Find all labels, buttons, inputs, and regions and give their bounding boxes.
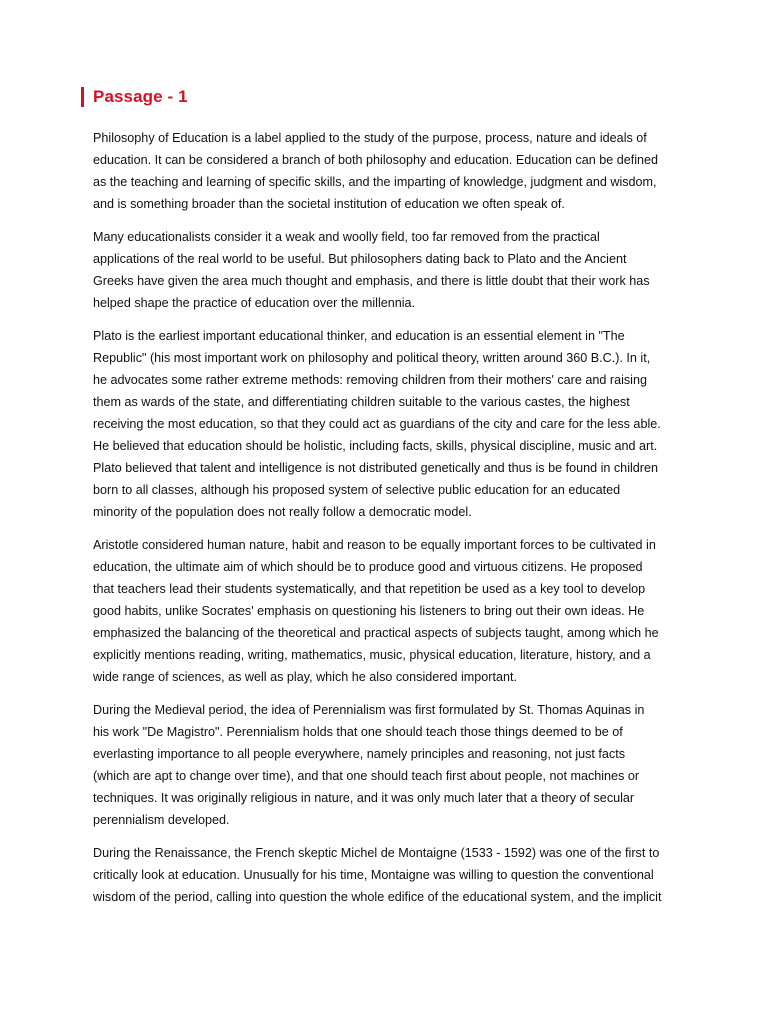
text-line: perennialism developed. — [93, 813, 230, 827]
text-line: that teachers lead their students systematically, and that repetition be used as a key tool to develop — [93, 582, 646, 596]
passage-body — [93, 127, 681, 919]
text-line: he advocates some rather extreme methods: removing children from their mothers' care and raising — [93, 373, 647, 387]
paragraph-5 — [93, 699, 681, 831]
text-line: as the teaching and learning of specific skills, and the imparting of knowledge, judgment and wisdom, — [93, 175, 657, 189]
paragraph-1 — [93, 127, 681, 215]
text-line: Plato believed that talent and intelligence is not distributed genetically and thus is be found in children — [93, 461, 658, 475]
text-line: Greeks have given the area much thought and emphasis, and there is little doubt that their work has — [93, 274, 650, 288]
text-line: everlasting importance to all people everywhere, namely principles and reasoning, not just facts — [93, 747, 626, 761]
text-line: good habits, unlike Socrates' emphasis on questioning his listeners to bring out their own ideas. He — [93, 604, 645, 618]
text-line: During the Medieval period, the idea of Perennialism was first formulated by St. Thomas Aquinas in — [93, 703, 645, 717]
paragraph-6 — [93, 842, 681, 908]
text-line: (which are apt to change over time), and that one should teach first about people, not machines or — [93, 769, 640, 783]
paragraph-2 — [93, 226, 681, 314]
passage-heading — [81, 86, 188, 108]
text-line: Plato is the earliest important educational thinker, and education is an essential element in "The — [93, 329, 625, 343]
text-line: wisdom of the period, calling into question the whole edifice of the educational system, and the implicit — [93, 890, 662, 904]
text-line: Philosophy of Education is a label applied to the study of the purpose, process, nature and ideals of — [93, 131, 647, 145]
paragraph-3 — [93, 325, 681, 523]
text-line: education. It can be considered a branch of both philosophy and education. Education can be defined — [93, 153, 659, 167]
text-line: explicitly mentions reading, writing, mathematics, music, physical education, literature, history, and a — [93, 648, 651, 662]
text-line: receiving the most education, so that they could act as guardians of the city and care for the less able. — [93, 417, 661, 431]
text-line: them as wards of the state, and differentiating children suitable to the various castes, the highest — [93, 395, 630, 409]
passage-title: Passage - 1 — [93, 87, 188, 106]
paragraph-4 — [93, 534, 681, 688]
text-line: born to all classes, although his proposed system of selective public education for an educated — [93, 483, 621, 497]
text-line: Many educationalists consider it a weak and woolly field, too far removed from the practical — [93, 230, 600, 244]
text-line: Aristotle considered human nature, habit and reason to be equally important forces to be cultivated in — [93, 538, 656, 552]
text-line: He believed that education should be holistic, including facts, skills, physical discipline, music and art. — [93, 439, 658, 453]
text-line: applications of the real world to be useful. But philosophers dating back to Plato and the Ancient — [93, 252, 627, 266]
text-line: emphasized the balancing of the theoretical and practical aspects of subjects taught, among which he — [93, 626, 659, 640]
text-line: techniques. It was originally religious in nature, and it was only much later that a theory of secular — [93, 791, 635, 805]
text-line: minority of the population does not really follow a democratic model. — [93, 505, 472, 519]
text-line: wide range of sciences, as well as play, which he also considered important. — [93, 670, 517, 684]
heading-accent-bar — [81, 87, 84, 107]
text-line: his work "De Magistro". Perennialism holds that one should teach those things deemed to be of — [93, 725, 623, 739]
text-line: and is something broader than the societal institution of education we often speak of. — [93, 197, 565, 211]
text-line: critically look at education. Unusually for his time, Montaigne was willing to question the conventional — [93, 868, 654, 882]
text-line: helped shape the practice of education over the millennia. — [93, 296, 416, 310]
text-line: During the Renaissance, the French skeptic Michel de Montaigne (1533 - 1592) was one of the first to — [93, 846, 660, 860]
text-line: education, the ultimate aim of which should be to produce good and virtuous citizens. He proposed — [93, 560, 643, 574]
text-line: Republic" (his most important work on philosophy and political theory, written around 360 B.C.). In it, — [93, 351, 651, 365]
